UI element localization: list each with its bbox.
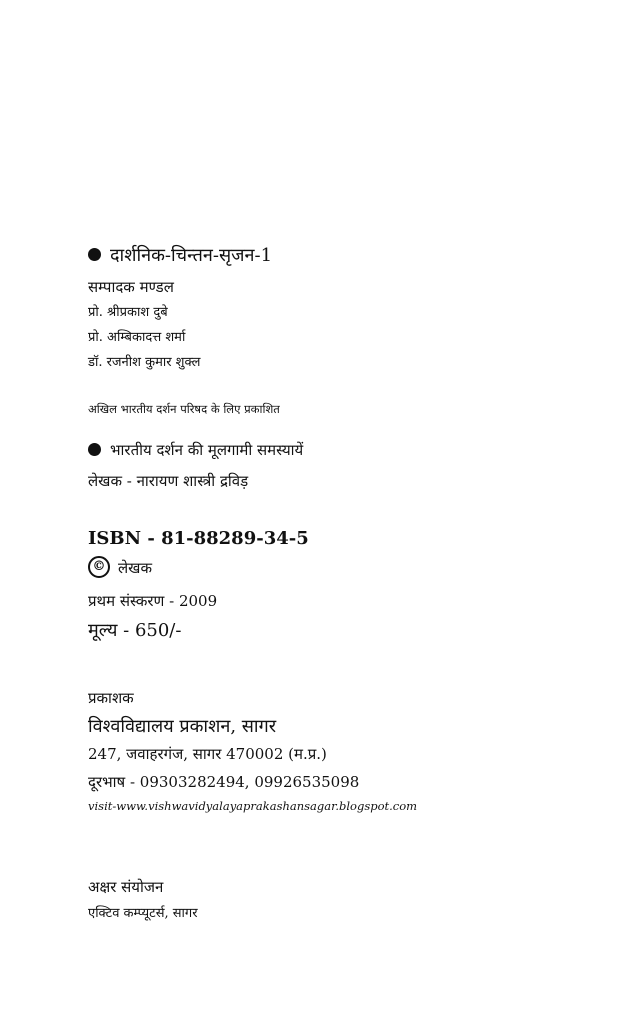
editor-3: डॉ. रजनीश कुमार शुक्ल — [88, 355, 201, 370]
editor-2: प्रो. अम्बिकादत्त शर्मा — [88, 330, 186, 345]
publisher-website: visit-www.vishwavidyalayaprakashansagar.blogspot.com — [88, 799, 418, 813]
edition: प्रथम संस्करण - 2009 — [88, 592, 218, 610]
book-title: भारतीय दर्शन की मूलगामी समस्यायें — [110, 441, 304, 459]
copyright-line — [88, 558, 152, 580]
published-for-note: अखिल भारतीय दर्शन परिषद के लिए प्रकाशित — [88, 402, 280, 416]
bullet-icon — [88, 248, 101, 261]
typesetting-label: अक्षर संयोजन — [88, 878, 164, 896]
series-title-line — [88, 247, 272, 265]
publisher-label: प्रकाशक — [88, 689, 134, 707]
book-title-line — [88, 443, 303, 458]
publisher-name: विश्वविद्यालय प्रकाशन, सागर — [88, 716, 277, 737]
price: मूल्य - 650/- — [88, 620, 182, 641]
editor-1: प्रो. श्रीप्रकाश दुबे — [88, 305, 168, 320]
bullet-icon — [88, 443, 101, 456]
series-title: दार्शनिक-चिन्तन-सृजन-1 — [110, 245, 273, 266]
copyright-icon: © — [88, 556, 110, 578]
copyright-holder: लेखक — [118, 559, 152, 577]
editorial-board-label: सम्पादक मण्डल — [88, 278, 174, 296]
author-line: लेखक - नारायण शास्त्री द्रविड़ — [88, 472, 249, 490]
isbn: ISBN - 81-88289-34-5 — [88, 528, 309, 549]
publisher-phone: दूरभाष - 09303282494, 09926535098 — [88, 773, 360, 791]
publisher-address: 247, जवाहरगंज, सागर 470002 (म.प्र.) — [88, 745, 327, 763]
typesetting-name: एक्टिव कम्प्यूटर्स, सागर — [88, 906, 198, 921]
